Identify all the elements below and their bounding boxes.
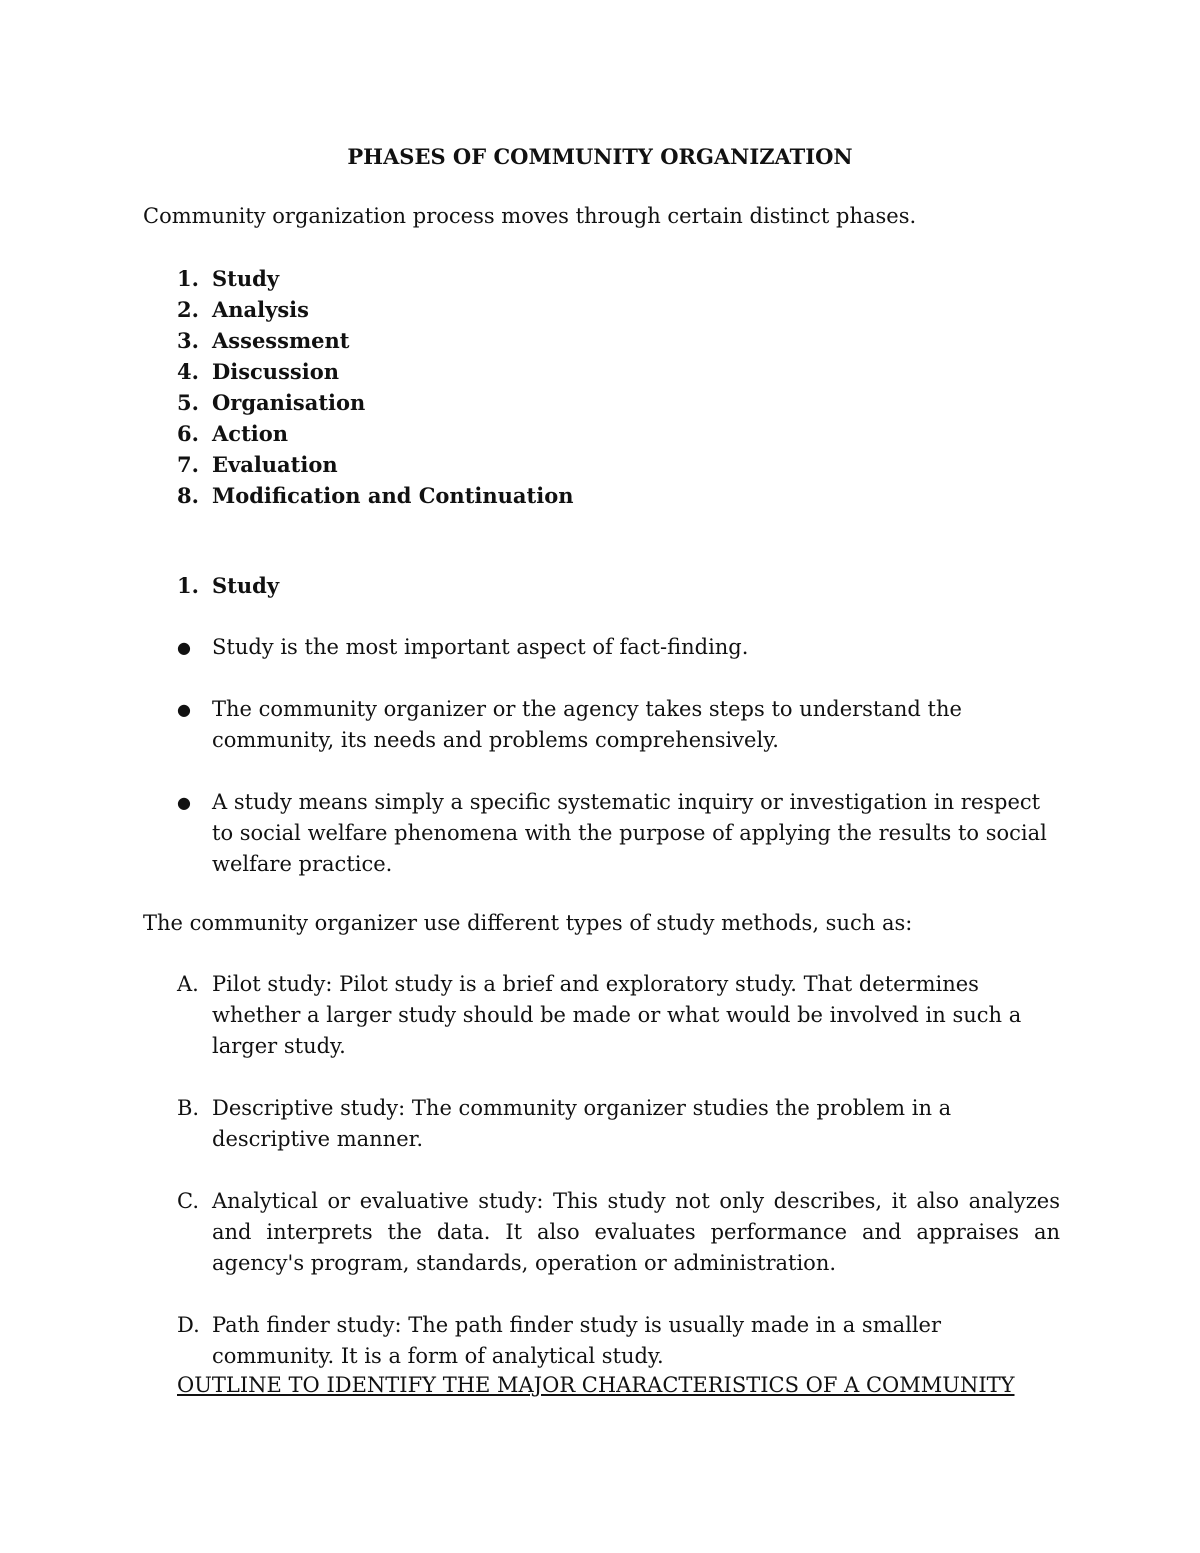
bullet-list [143,632,1063,911]
list-number: 8. [177,483,199,508]
method-text: Pilot study: Pilot study is a brief and exploratory study. That determines whether a larger study should be made or what would be involved in such a larger study. [212,972,1022,1058]
bullet-icon: ● [177,700,191,719]
list-letter: C. [177,1189,199,1213]
list-label: Modification and Continuation [212,483,574,508]
section-heading [143,570,279,601]
list-number: 4. [177,359,199,384]
methods-list [143,969,1063,1403]
methods-intro: The community organizer use different types of study methods, such as: [143,911,913,935]
list-number: 3. [177,328,199,353]
list-number: 2. [177,297,199,322]
list-label: Analysis [212,297,309,322]
method-text: Path finder study: The path finder study is usually made in a smaller community. It is a form of analytical study. [212,1313,942,1368]
section-title: Study [212,573,280,598]
list-letter: A. [177,972,199,996]
list-item [143,480,573,511]
bullet-icon: ● [177,793,191,812]
list-item [143,418,573,449]
bullet-text: Study is the most important aspect of fact-finding. [212,635,749,659]
intro-paragraph: Community organization process moves through certain distinct phases. [143,204,917,228]
method-text: Analytical or evaluative study: This study not only describes, it also analyzes and interprets the data. It also evaluates performance and appraises an agency's program, standards, operation or administration. [212,1189,1060,1275]
phase-list [143,263,573,511]
list-letter: D. [177,1313,200,1337]
list-item [143,387,573,418]
list-item [143,694,1063,756]
list-number: 1. [177,266,199,291]
list-number: 5. [177,390,199,415]
page-title: PHASES OF COMMUNITY ORGANIZATION [347,144,853,169]
list-item [143,1093,1063,1155]
list-item [143,632,1063,663]
list-item [143,1310,1063,1372]
list-item [143,263,573,294]
list-label: Study [212,266,280,291]
list-label: Organisation [212,390,366,415]
list-number: 6. [177,421,199,446]
list-item [143,969,1063,1062]
list-item [143,1186,1063,1279]
list-label: Discussion [212,359,339,384]
outline-heading: OUTLINE TO IDENTIFY THE MAJOR CHARACTERISTICS OF A COMMUNITY [177,1373,1015,1397]
list-item [143,294,573,325]
bullet-icon: ● [177,638,191,657]
list-item [143,325,573,356]
list-label: Assessment [212,328,350,353]
list-label: Evaluation [212,452,338,477]
list-letter: B. [177,1096,200,1120]
bullet-text: A study means simply a specific systematic inquiry or investigation in respect to social welfare phenomena with the purpose of applying the results to social welfare practice. [212,790,1047,876]
bullet-text: The community organizer or the agency takes steps to understand the community, its needs and problems comprehensively. [212,697,962,752]
list-item [143,356,573,387]
section-number: 1. [177,573,199,598]
list-item [143,449,573,480]
method-text: Descriptive study: The community organizer studies the problem in a descriptive manner. [212,1096,952,1151]
list-label: Action [212,421,289,446]
list-item [143,787,1063,880]
list-number: 7. [177,452,199,477]
